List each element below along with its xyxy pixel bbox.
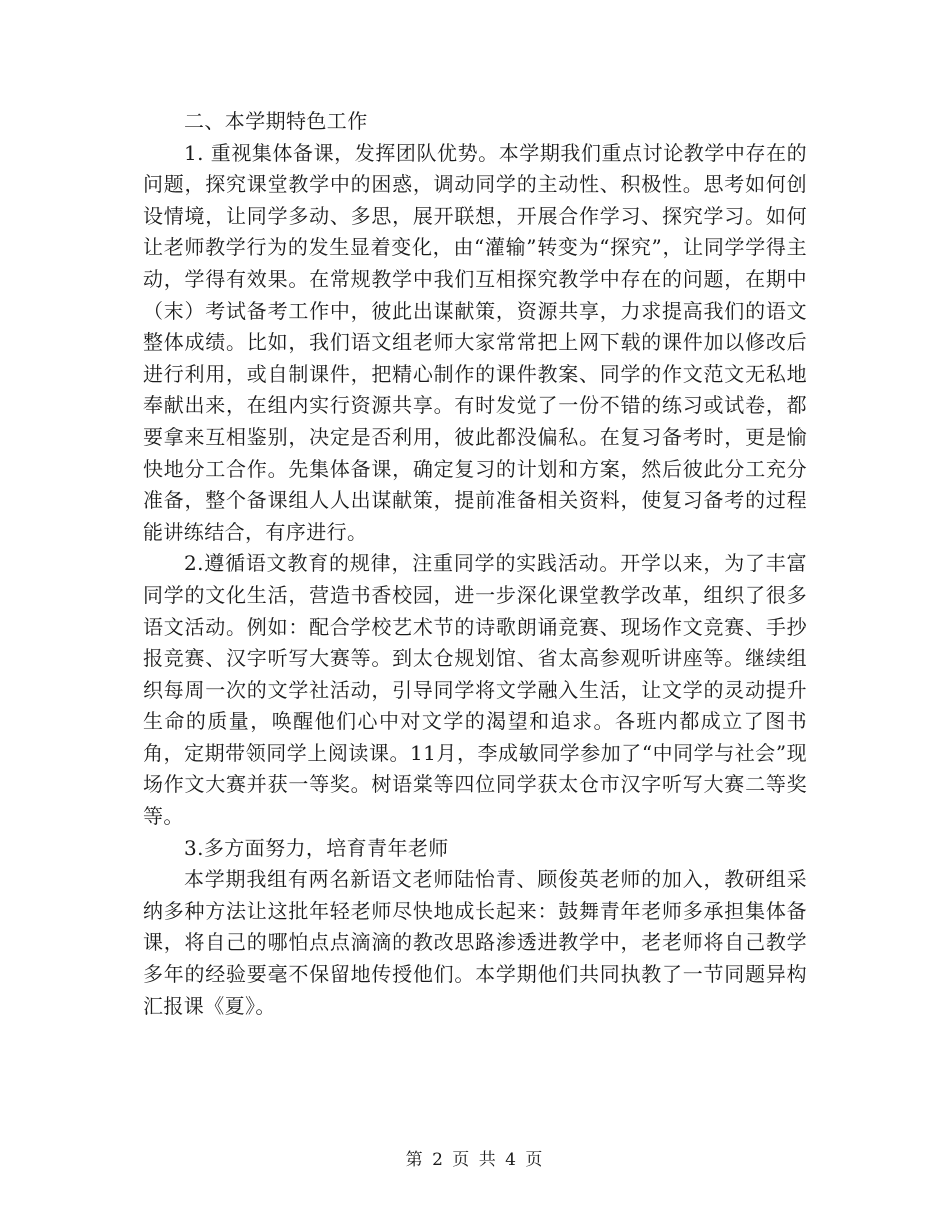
paragraph-young-teachers-heading: 3.多方面努力，培育青年老师: [184, 835, 449, 860]
document-body: [143, 106, 807, 1022]
paragraph-practice-activities: 2.遵循语文教育的规律，注重同学的实践活动。开学以来，为了丰富同学的文化生活，营造书香校园，进一步深化课堂教学改革，组织了很多语文活动。例如：配合学校艺术节的诗歌朗诵竞赛、现场作文竞赛、手抄报竞赛、汉字听写大赛等。到太仓规划馆、省太高参观听讲座等。继续组织每周一次的文学社活动，引导同学将文学融入生活，让文学的灵动提升生命的质量，唤醒他们心中对文学的渴望和追求。各班内都成立了图书角，定期带领同学上阅读课。11月，李成敏同学参加了“中同学与社会”现场作文大赛并获一等奖。树语棠等四位同学获太仓市汉字听写大赛二等奖等。: [143, 551, 807, 829]
page-indicator: 第 2 页 共 4 页: [405, 1150, 545, 1170]
paragraph-young-teachers: 本学期我组有两名新语文老师陆怡青、顾俊英老师的加入，教研组采纳多种方法让这批年轻老师尽快地成长起来：鼓舞青年老师多承担集体备课，将自己的哪怕点点滴滴的教改思路渗透进教学中，老老师将自己教学多年的经验要毫不保留地传授他们。本学期他们共同执教了一节同题异构汇报课《夏》。: [143, 867, 807, 1018]
paragraph-collective-lesson-prep: 1. 重视集体备课，发挥团队优势。本学期我们重点讨论教学中存在的问题，探究课堂教学中的困惑，调动同学的主动性、积极性。思考如何创设情境，让同学多动、多思，展开联想，开展合作学习、探究学习。如何让老师教学行为的发生显着变化，由“灌输”转变为“探究”，让同学学得主动，学得有效果。在常规教学中我们互相探究教学中存在的问题，在期中（末）考试备考工作中，彼此出谋献策，资源共享，力求提高我们的语文整体成绩。比如，我们语文组老师大家常常把上网下载的课件加以修改后进行利用，或自制课件，把精心制作的课件教案、同学的作文范文无私地奉献出来，在组内实行资源共享。有时发觉了一份不错的练习或试卷，都要拿来互相鉴别，决定是否利用，彼此都没偏私。在复习备考时，更是愉快地分工合作。先集体备课，确定复习的计划和方案，然后彼此分工充分准备，整个备课组人人出谋献策，提前准备相关资料，使复习备考的过程能讲练结合，有序进行。: [143, 140, 807, 544]
section-heading: 二、本学期特色工作: [184, 109, 368, 133]
page-footer: [0, 1145, 950, 1170]
